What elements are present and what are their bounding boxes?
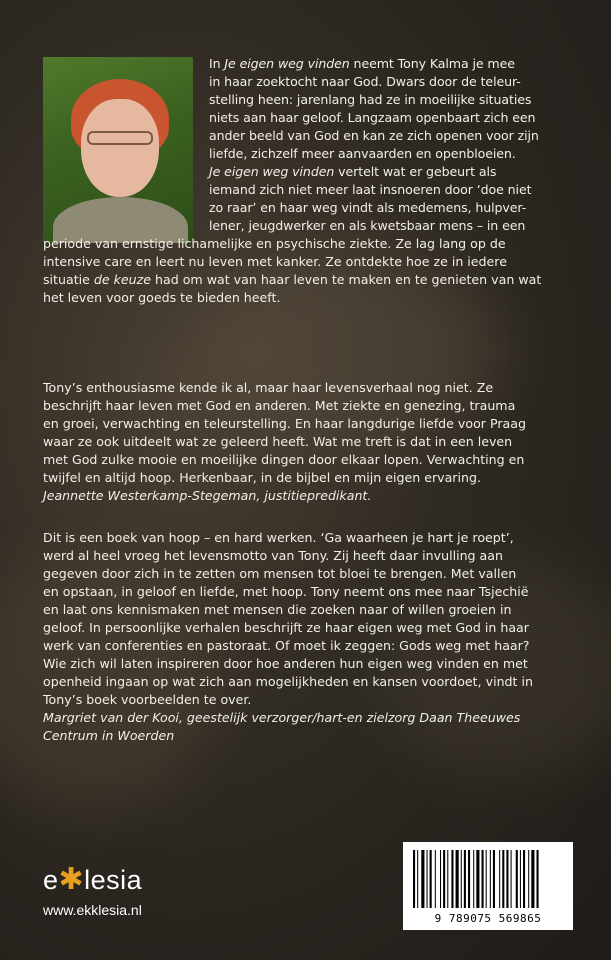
review-2-line: gegeven door zich in te zetten om mensen tot bloei te brengen. Met vallen <box>43 566 517 581</box>
barcode-bars-icon <box>413 850 563 910</box>
intro-line: situatie de keuze had om wat van haar leven te maken en te genieten van wat <box>43 272 542 287</box>
photo-face <box>81 99 159 197</box>
barcode-bar <box>531 850 534 908</box>
barcode-bar <box>486 850 487 908</box>
review-margriet <box>43 529 571 745</box>
review-2-line: Centrum in Woerden <box>43 728 175 743</box>
barcode-bar <box>456 850 459 908</box>
intro-line: In Je eigen weg vinden neemt Tony Kalma je mee <box>209 56 515 71</box>
barcode-bar <box>447 850 448 908</box>
intro-line: stelling heen: jarenlang had ze in moeilijke situaties <box>209 92 532 107</box>
intro-line: niets aan haar geloof. Langzaam openbaart zich een <box>209 110 536 125</box>
barcode-bar <box>468 850 470 908</box>
review-1-line: met God zulke mooie en moeilijke dingen door elkaar lopen. Verwachting en <box>43 452 525 467</box>
review-2-line: Wie zich wil laten inspireren door hoe anderen hun eigen weg vinden en met <box>43 656 528 671</box>
barcode-bar <box>511 850 512 908</box>
barcode-bar <box>520 850 521 908</box>
isbn-barcode <box>403 842 573 930</box>
intro-line: iemand zich niet meer laat insnoeren door ‘doe niet <box>209 182 532 197</box>
review-1-line: Tony’s enthousiasme kende ik al, maar haar levensverhaal nog niet. Ze <box>43 380 494 395</box>
review-1-line: twijfel en altijd hoop. Herkenbaar, in de bijbel en mijn eigen ervaring. <box>43 470 481 485</box>
intro-line: intensive care en leert nu leven met kanker. Ze ontdekte hoe ze in iedere <box>43 254 507 269</box>
barcode-bar <box>476 850 479 908</box>
review-1-line: Jeannette Westerkamp-Stegeman, justitiepredikant. <box>43 488 372 503</box>
intro-text-beside-photo <box>209 55 571 235</box>
intro-line: lener, jeugdwerker en als kwetsbaar mens – in een <box>209 218 526 233</box>
barcode-bar <box>413 850 415 908</box>
intro-line: het leven voor goeds te bieden heeft. <box>43 290 281 305</box>
intro-line: Je eigen weg vinden vertelt wat er gebeurt als <box>209 164 497 179</box>
barcode-bar <box>506 850 508 908</box>
publisher-website: www.ekklesia.nl <box>43 902 142 918</box>
logo-letter-e: e <box>43 865 59 895</box>
review-1-line: beschrijft haar leven met God en anderen. Met ziekte en genezing, trauma <box>43 398 516 413</box>
barcode-bar <box>537 850 539 908</box>
barcode-bar <box>528 850 529 908</box>
isbn-number: 9 789075 569865 <box>434 912 542 925</box>
barcode-bar <box>430 850 432 908</box>
logo-word: lesia <box>84 865 143 895</box>
barcode-bar <box>464 850 466 908</box>
barcode-bar <box>427 850 428 908</box>
review-2-line: Tony’s boek voorbeelden te over. <box>43 692 252 707</box>
barcode-bar <box>523 850 525 908</box>
barcode-bar <box>493 850 495 908</box>
intro-line: liefde, zichzelf meer aanvaarden en openbloeien. <box>209 146 516 161</box>
intro-line: zo raar’ en haar weg vindt als medemens, hulpver- <box>209 200 527 215</box>
intro-line: in haar zoektocht naar God. Dwars door de teleur- <box>209 74 521 89</box>
publisher-logo <box>43 862 142 897</box>
barcode-bar <box>451 850 453 908</box>
photo-glasses <box>87 131 153 145</box>
intro-text-continuation <box>43 235 571 307</box>
review-2-line: werk van conferenties en pastoraat. Of moet ik zeggen: Gods weg met haar? <box>43 638 530 653</box>
barcode-bar <box>516 850 518 908</box>
review-2-line: en laat ons kennismaken met mensen die zoeken naar of willen groeien in <box>43 602 512 617</box>
intro-line: periode van ernstige lichamelijke en psychische ziekte. Ze lag lang op de <box>43 236 506 251</box>
barcode-bar <box>417 850 418 908</box>
review-2-line: werd al heel vroeg het levensmotto van Tony. Zij heeft daar invulling aan <box>43 548 503 563</box>
barcode-bar <box>440 850 441 908</box>
barcode-bar <box>499 850 500 908</box>
author-photo <box>43 57 193 243</box>
barcode-bar <box>482 850 484 908</box>
intro-line: ander beeld van God en kan ze zich openen voor zijn <box>209 128 539 143</box>
review-1-line: en groei, verwachting en teleurstelling. En haar langdurige liefde voor Praag <box>43 416 526 431</box>
barcode-bar <box>461 850 462 908</box>
review-jeannette <box>43 379 571 505</box>
barcode-bar <box>490 850 491 908</box>
review-2-line: Dit is een boek van hoop – en hard werken. ‘Ga waarheen je hart je roept’, <box>43 530 514 545</box>
barcode-bar <box>473 850 474 908</box>
review-2-line: en opstaan, in geloof en liefde, met hoop. Tony neemt ons mee naar Tsjechië <box>43 584 529 599</box>
logo-star-icon: ✱ <box>58 863 85 896</box>
review-2-line: Margriet van der Kooi, geestelijk verzorger/hart-en zielzorg Daan Theeuwes <box>43 710 521 725</box>
review-1-line: waar ze ook uitdeelt wat ze geleerd heeft. Wat me treft is dat in een leven <box>43 434 513 449</box>
barcode-bar <box>443 850 445 908</box>
review-2-line: geloof. In persoonlijke verhalen beschrijft ze haar eigen weg met God in haar <box>43 620 529 635</box>
barcode-bar <box>421 850 424 908</box>
barcode-bar <box>435 850 436 908</box>
review-2-line: openheid ingaan op wat zich aan mogelijkheden en kansen voordoet, vindt in <box>43 674 533 689</box>
barcode-bar <box>502 850 504 908</box>
